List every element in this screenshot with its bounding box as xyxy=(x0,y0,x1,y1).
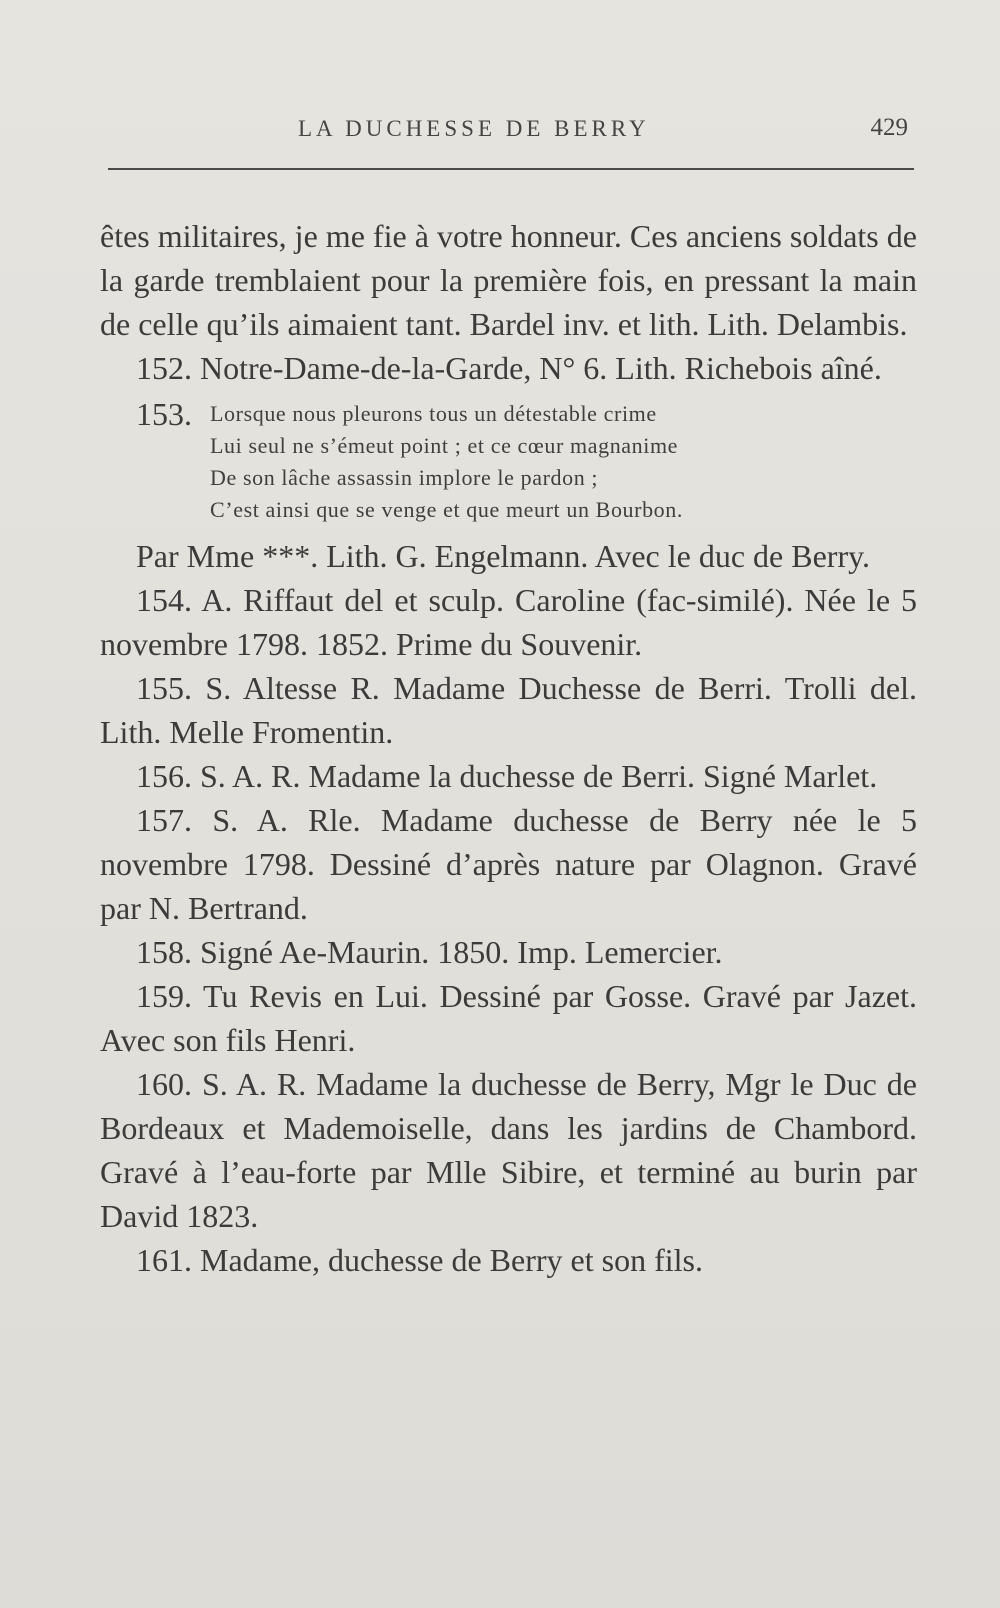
entry-154: 154. A. Riffaut del et sculp. Caroline (fac-similé). Née le 5 novembre 1798. 1852. Prime du Souvenir. xyxy=(100,582,917,662)
entry-156: 156. S. A. R. Madame la duchesse de Berri. Signé Marlet. xyxy=(136,758,878,794)
header-rule xyxy=(108,168,914,170)
entry-160: 160. S. A. R. Madame la duchesse de Berry, Mgr le Duc de Bordeaux et Mademoiselle, dans les jardins de Chambord. Gravé à l’eau-forte par Mlle Sibire, et terminé au burin par David 1823. xyxy=(100,1066,917,1234)
entry-153-verse xyxy=(100,398,917,526)
page-body xyxy=(100,214,917,1282)
running-title: LA DUCHESSE DE BERRY xyxy=(298,116,650,141)
entry-153-number: 153. xyxy=(136,396,192,432)
verse-line: Lorsque nous pleurons tous un détestable crime xyxy=(210,401,657,426)
verse-line: Lui seul ne s’émeut point ; et ce cœur magnanime xyxy=(210,433,679,458)
verse-line: De son lâche assassin implore le pardon ; xyxy=(210,465,599,490)
entry-157: 157. S. A. Rle. Madame duchesse de Berry née le 5 novembre 1798. Dessiné d’après nature par Olagnon. Gravé par N. Bertrand. xyxy=(100,802,917,926)
entry-161: 161. Madame, duchesse de Berry et son fils. xyxy=(136,1242,703,1278)
entry-153-note: Par Mme ***. Lith. G. Engelmann. Avec le duc de Berry. xyxy=(136,538,871,574)
page-number: 429 xyxy=(870,114,908,141)
paragraph-continuation: êtes militaires, je me fie à votre honneur. Ces anciens soldats de la garde tremblaient pour la première fois, en pressant la main de celle qu’ils aimaient tant. Bardel inv. et lith. Lith. Delambis. xyxy=(100,218,917,342)
entry-152: 152. Notre-Dame-de-la-Garde, N° 6. Lith. Richebois aîné. xyxy=(136,350,882,386)
entry-159: 159. Tu Revis en Lui. Dessiné par Gosse. Gravé par Jazet. Avec son fils Henri. xyxy=(100,978,917,1058)
verse-line: C’est ainsi que se venge et que meurt un Bourbon. xyxy=(210,497,683,522)
entry-155: 155. S. Altesse R. Madame Duchesse de Berri. Trolli del. Lith. Melle Fromentin. xyxy=(100,670,917,750)
entry-158: 158. Signé Ae-Maurin. 1850. Imp. Lemercier. xyxy=(136,934,723,970)
page-header xyxy=(108,110,908,150)
